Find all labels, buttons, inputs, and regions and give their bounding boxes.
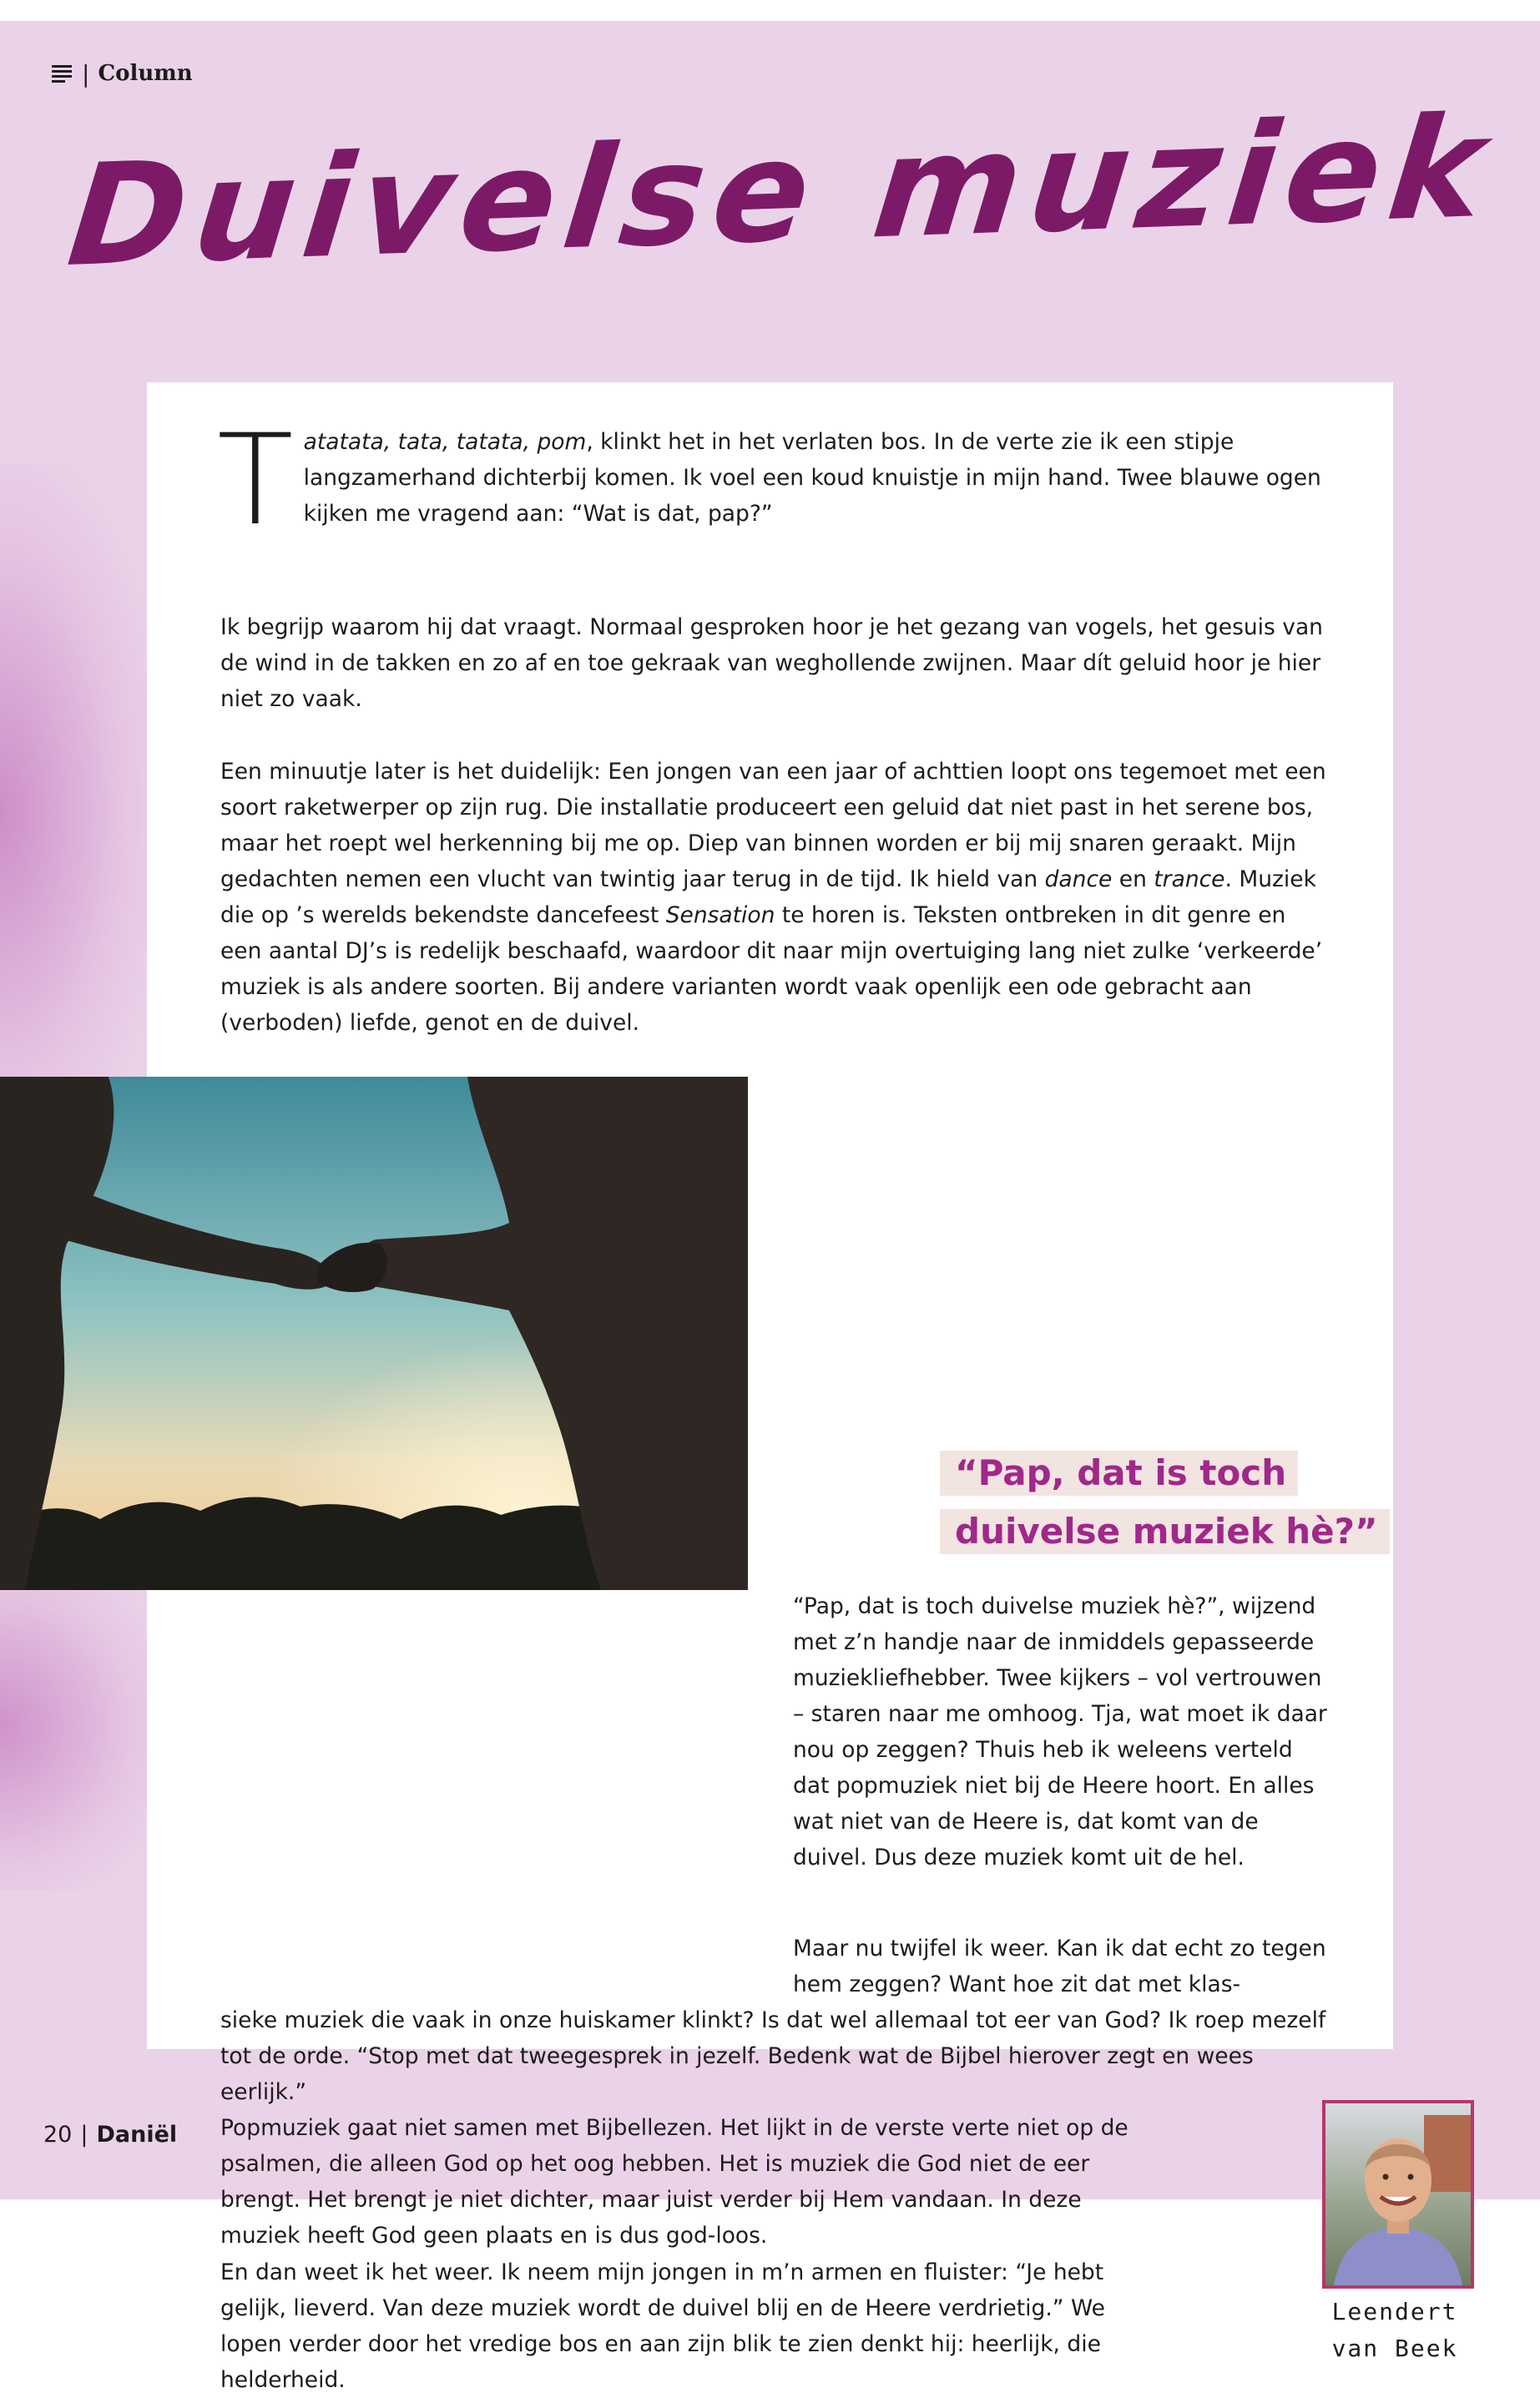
pull-quote-line-2: duivelse muziek hè?” xyxy=(940,1509,1390,1554)
paragraph-6 xyxy=(220,2002,1326,2254)
author-photo xyxy=(1322,2100,1474,2289)
pull-quote-line-1: “Pap, dat is toch xyxy=(940,1451,1298,1496)
author-last-name: van Beek xyxy=(1331,2335,1458,2362)
watercolor-wash-bottom xyxy=(0,1590,159,1891)
intro-paragraph xyxy=(217,408,1326,553)
article-title: Duivelse muziek xyxy=(61,84,1501,298)
paragraph-6-full-width: sieke muziek die vaak in onze huiskamer klinkt? Is dat wel allemaal tot eer van God? Ik roep mezelf tot de orde. “Stop met dat tweegesprek in jezelf. Bedenk wat de Bijbel hierover zegt en wees eerlijk.” xyxy=(220,2007,1326,2105)
section-label: Column xyxy=(98,61,193,86)
paragraph-2: Ik begrijp waarom hij dat vraagt. Normaal gesproken hoor je het gezang van vogels, het gesuis van de wind in de takken en zo af en toe gekraak van weghollende zwijnen. Maar dít geluid hoor je hier niet zo vaak. xyxy=(220,614,1323,712)
author-portrait-image xyxy=(1325,2103,1471,2285)
footer-separator: | xyxy=(80,2121,88,2148)
page-number: 20 xyxy=(43,2121,73,2148)
author-name xyxy=(1295,2294,1495,2367)
holding-hands-image xyxy=(0,1077,748,1590)
dropcap: T xyxy=(217,408,294,553)
pull-quote xyxy=(940,1451,1391,1568)
italic-dance: dance xyxy=(1044,866,1113,892)
closing-paragraph: En dan weet ik het weer. Ik neem mijn jongen in m’n armen en fluister: “Je hebt gelijk, lieverd. Van deze muziek wordt de duivel blij en de Heere verdrietig.” We lopen verder door het vredige bos en aan zijn blik te zien denkt hij: heerlijk, die helderheid. xyxy=(220,2259,1105,2393)
paragraph-3 xyxy=(220,754,1326,1041)
page-footer xyxy=(43,2118,177,2151)
paragraph-4: “Pap, dat is toch duivelse muziek hè?”, wijzend met z’n handje naar de inmiddels gepasseerde muziekliefhebber. Twee kijkers – vol vertrouwen – staren naar me omhoog. Tja, wat moet ik daar nou op zeggen? Thuis heb ik weleens verteld dat popmuziek niet bij de Heere hoort. En alles wat niet van de Heere is, dat komt van de duivel. Dus deze muziek komt uit de hel. xyxy=(793,1593,1327,1870)
document-lines-icon xyxy=(50,62,73,85)
magazine-name: Daniël xyxy=(96,2121,178,2148)
intro-text: , klinkt het in het verlaten bos. In de verte zie ik een stipje langzamerhand dichterbij komen. Ik voel een koud knuistje in mijn hand. Twee blauwe ogen kijken me vragend aan: “Wat is dat, pap?” xyxy=(303,429,1321,527)
paragraph-3-part-c: te horen is. Teksten ontbreken in dit genre en een aantal DJ’s is redelijk beschaafd, waardoor dit naar mijn overtuiging lang niet zulke ‘verkeerde’ muziek is als andere soorten. Bij andere varianten wordt vaak openlijk een ode gebracht aan (verboden) liefde, genot en de duivel. xyxy=(220,902,1323,1036)
italic-trance: trance xyxy=(1154,866,1225,892)
italic-sensation: Sensation xyxy=(665,902,775,928)
intro-italic-sound: atatata, tata, tatata, pom xyxy=(303,429,587,455)
section-tag xyxy=(50,58,193,88)
silhouette-hands-photo xyxy=(0,1077,748,1590)
paragraph-3-part-a: Een minuutje later is het duidelijk: Een jongen van een jaar of achttien loopt ons tegemoet met een soort raketwerper op zijn rug. Die installatie produceert een geluid dat niet past in het serene bos, maar het roept wel herkenning bij me op. Diep van binnen worden er bij mij snaren geraakt. Mijn gedachten nemen een vlucht van twintig jaar terug in de tijd. Ik hield van xyxy=(220,759,1326,892)
paragraph-3-part-b: . Muziek die op ’s werelds bekendste dancefeest xyxy=(220,866,1316,928)
paragraph-5: Maar nu twijfel ik weer. Kan ik dat echt zo tegen hem zeggen? Want hoe zit dat met klas- xyxy=(793,1936,1326,1997)
author-first-name: Leendert xyxy=(1331,2298,1458,2325)
paragraph-6-narrow: Popmuziek gaat niet samen met Bijbellezen. Het lijkt in de verste verte niet op de psalmen, die alleen God op het oog hebben. Het is muziek die God niet de eer brengt. Het brengt je niet dichter, maar juist verder bij Hem vandaan. In deze muziek heeft God geen plaats en is dus god-loos. xyxy=(220,2115,1128,2249)
paragraph-3-conjunction: en xyxy=(1112,866,1154,892)
tag-separator: | xyxy=(82,59,90,88)
watercolor-wash-top xyxy=(0,463,159,1098)
